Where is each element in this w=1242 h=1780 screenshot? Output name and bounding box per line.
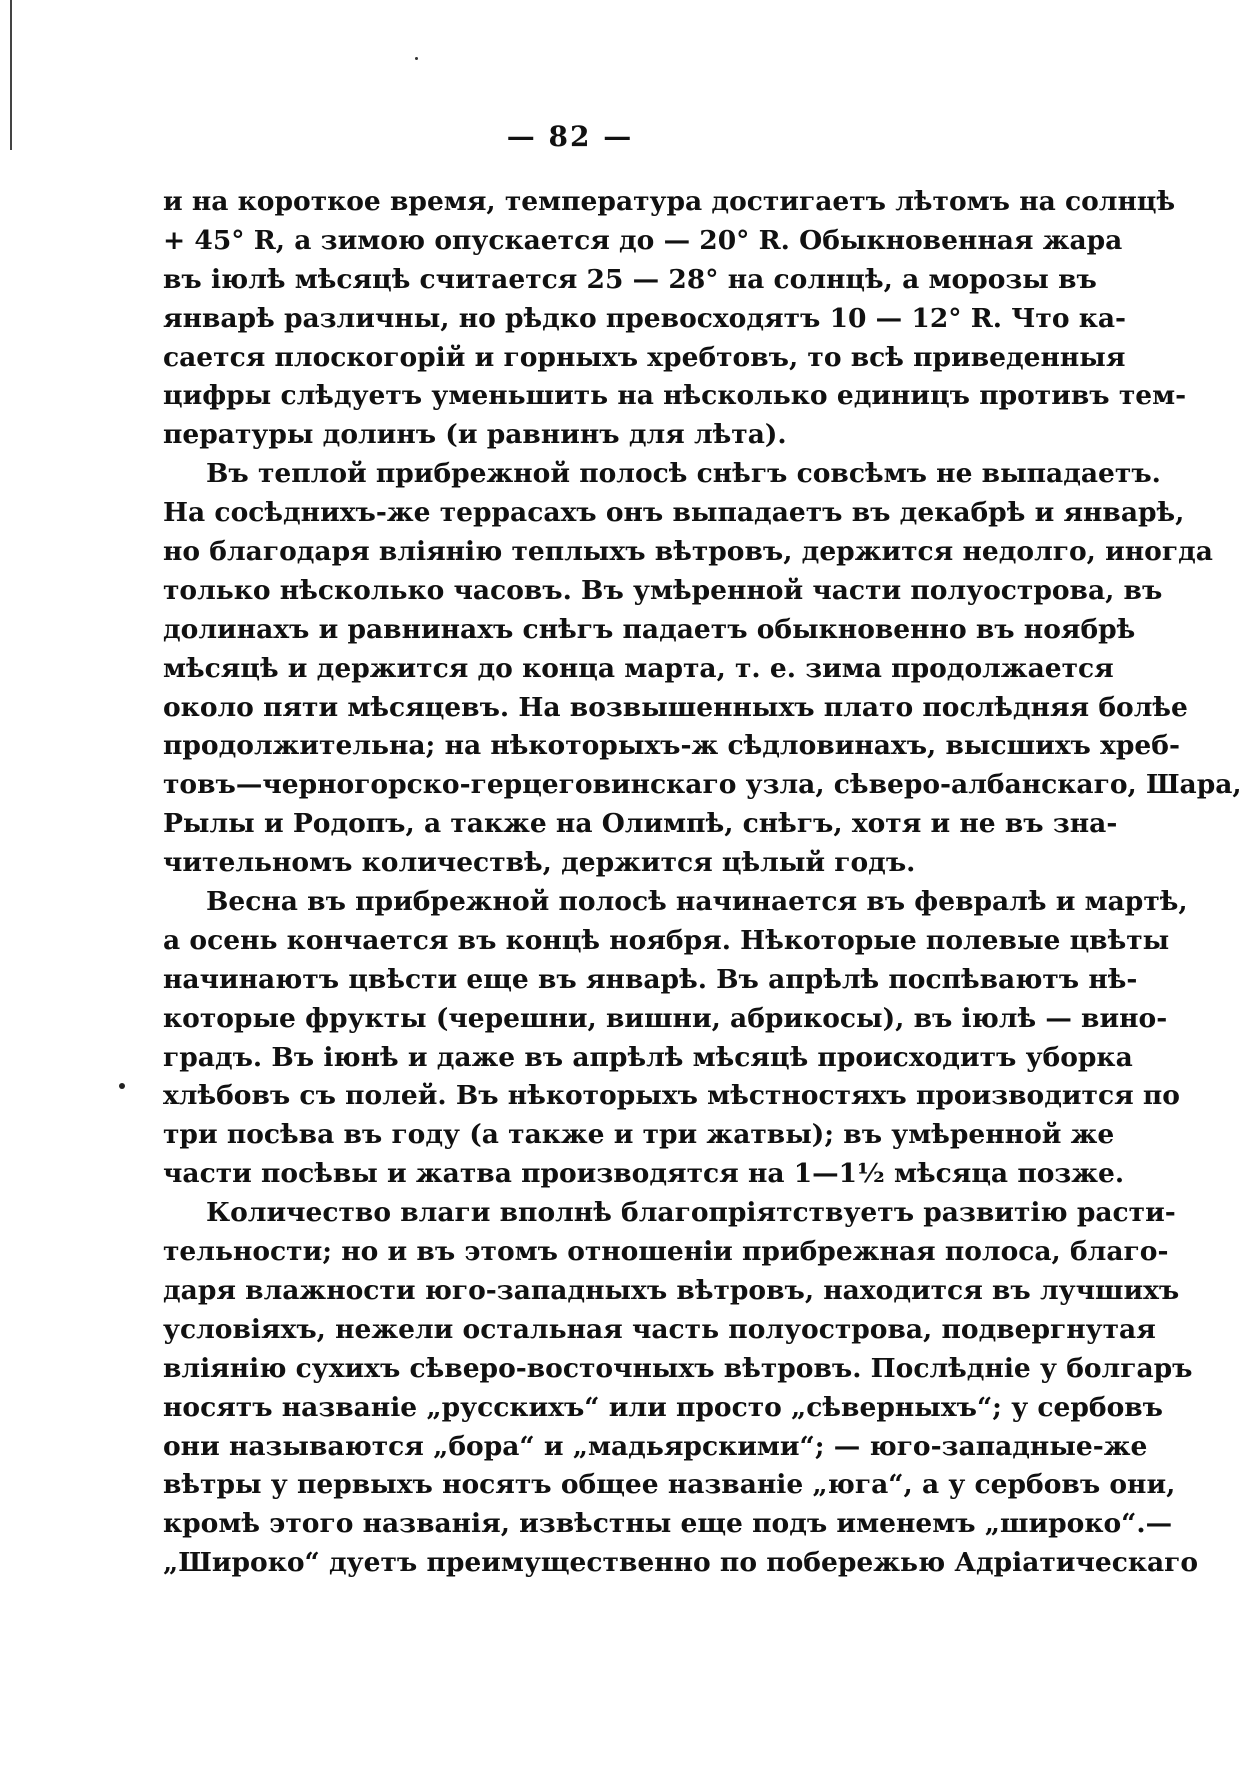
text-line: товъ—черногорско-герцеговинскаго узла, сѣверо-албанскаго, Шара, — [163, 769, 1242, 801]
text-line: но благодаря вліянію теплыхъ вѣтровъ, держится недолго, иногда — [163, 536, 1213, 568]
text-line: На сосѣднихъ-же террасахъ онъ выпадаетъ въ декабрѣ и январѣ, — [163, 497, 1185, 529]
text-line: кромѣ этого названія, извѣстны еще подъ именемъ „широко“.— — [163, 1508, 1173, 1540]
text-line: „Широко“ дуетъ преимущественно по побережью Адріатическаго — [163, 1547, 1199, 1579]
text-line: даря влажности юго-западныхъ вѣтровъ, находится въ лучшихъ — [163, 1274, 1180, 1306]
text-line: три посѣва въ году (а также и три жатвы); въ умѣренной же — [163, 1119, 1115, 1151]
text-line: сается плоскогорій и горныхъ хребтовъ, то всѣ приведенныя — [163, 341, 1126, 373]
text-line: и на короткое время, температура достигаетъ лѣтомъ на солнцѣ — [163, 186, 1176, 217]
text-line: цифры слѣдуетъ уменьшить на нѣсколько единицъ противъ тем- — [163, 380, 1187, 412]
margin-dot — [119, 1083, 125, 1089]
text-line: въ іюлѣ мѣсяцѣ считается 25 — 28° на солнцѣ, а морозы въ — [163, 263, 1097, 295]
text-line: Количество влаги вполнѣ благопріятствуетъ развитію расти- — [206, 1197, 1176, 1229]
text-line: носятъ названіе „русскихъ“ или просто „сѣверныхъ“; у сербовъ — [163, 1391, 1163, 1423]
text-line: вѣтры у первыхъ носятъ общее названіе „юга“, а у сербовъ они, — [163, 1469, 1176, 1501]
text-line: которые фрукты (черешни, вишни, абрикосы), въ іюлѣ — вино- — [163, 1002, 1168, 1034]
text-line: они называются „бора“ и „мадьярскими“; — юго-западные-же — [163, 1430, 1148, 1462]
text-line: градъ. Въ іюнѣ и даже въ апрѣлѣ мѣсяцѣ происходитъ уборка — [163, 1041, 1133, 1073]
text-line: мѣсяцѣ и держится до конца марта, т. е. зима продолжается — [163, 652, 1114, 684]
text-line: + 45° R, а зимою опускается до — 20° R. Обыкновенная жара — [163, 224, 1123, 256]
text-line: Весна въ прибрежной полосѣ начинается въ февралѣ и мартѣ, — [206, 886, 1188, 918]
text-line: пературы долинъ (и равнинъ для лѣта). — [163, 419, 787, 451]
scan-speck — [415, 57, 418, 60]
page-number: — 82 — — [506, 120, 634, 153]
text-line: условіяхъ, нежели остальная часть полуострова, подвергнутая — [163, 1313, 1156, 1345]
text-line: чительномъ количествѣ, держится цѣлый годъ. — [163, 847, 916, 879]
text-line: около пяти мѣсяцевъ. На возвышенныхъ плато послѣдняя болѣе — [163, 691, 1188, 723]
body-text — [163, 183, 1242, 1583]
text-line: части посѣвы и жатва производятся на 1—1½ мѣсяца позже. — [163, 1158, 1125, 1190]
text-line: долинахъ и равнинахъ снѣгъ падаетъ обыкновенно въ ноябрѣ — [163, 613, 1136, 645]
text-line: хлѣбовъ съ полей. Въ нѣкоторыхъ мѣстностяхъ производится по — [163, 1080, 1180, 1112]
text-line: Въ теплой прибрежной полосѣ снѣгъ совсѣмъ не выпадаетъ. — [206, 458, 1161, 490]
text-line: вліянію сухихъ сѣверо-восточныхъ вѣтровъ. Послѣдніе у болгаръ — [163, 1352, 1193, 1384]
text-line: только нѣсколько часовъ. Въ умѣренной части полуострова, въ — [163, 574, 1163, 606]
text-line: продолжительна; на нѣкоторыхъ-ж сѣдловинахъ, высшихъ хреб- — [163, 730, 1180, 762]
text-line: тельности; но и въ этомъ отношеніи прибрежная полоса, благо- — [163, 1236, 1169, 1268]
text-line: а осень кончается въ концѣ ноября. Нѣкоторые полевые цвѣты — [163, 924, 1170, 956]
text-line: Рылы и Родопъ, а также на Олимпѣ, снѣгъ, хотя и не въ зна- — [163, 808, 1118, 840]
text-line: январѣ различны, но рѣдко превосходятъ 10 — 12° R. Что ка- — [163, 302, 1127, 334]
text-line: начинаютъ цвѣсти еще въ январѣ. Въ апрѣлѣ поспѣваютъ нѣ- — [163, 963, 1138, 995]
